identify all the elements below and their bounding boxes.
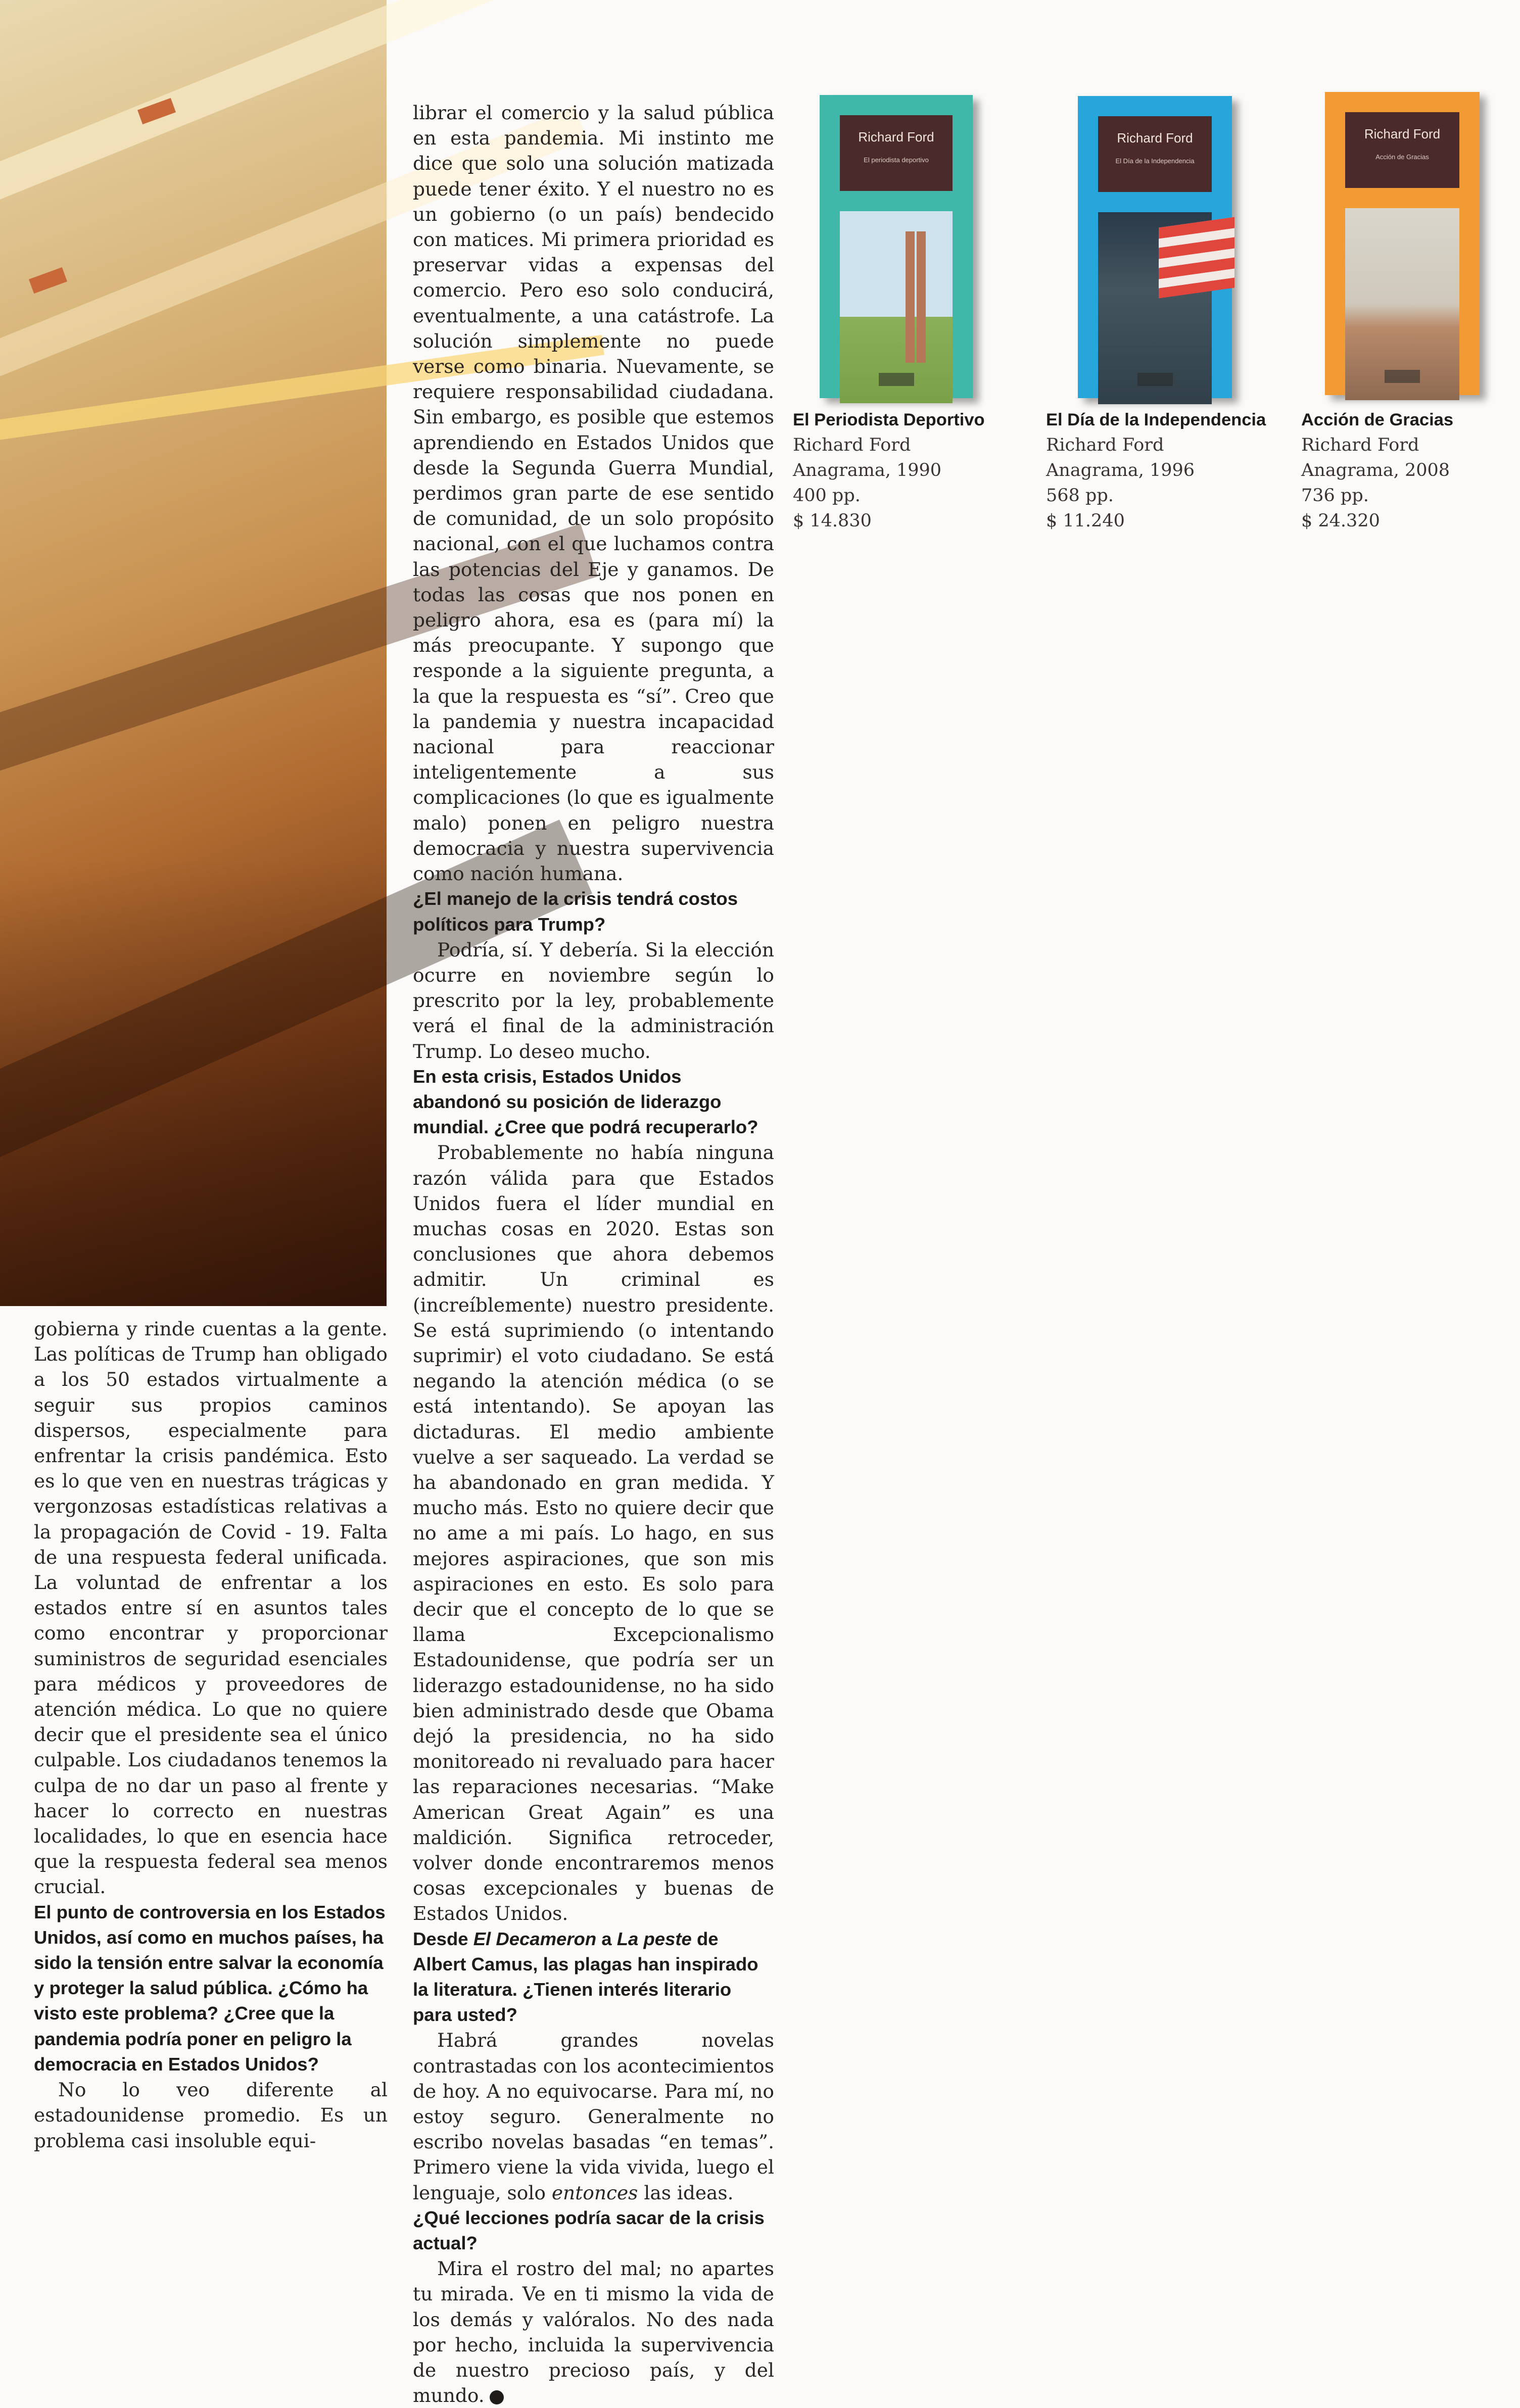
interview-question: ¿El manejo de la crisis tendrá costos políticos para Trump? xyxy=(413,888,738,935)
book-cover: Richard Ford El periodista deportivo xyxy=(820,95,973,398)
book-price: $ 11.240 xyxy=(1046,511,1125,531)
book-info xyxy=(1046,407,1278,534)
book-pages: 568 pp. xyxy=(1046,486,1114,506)
book-publisher: Anagrama, 1990 xyxy=(793,460,942,480)
publisher-logo-icon xyxy=(879,373,914,386)
interview-question: ¿Qué lecciones podría sacar de la crisis actual? xyxy=(413,2207,765,2254)
book-title: El Periodista Deportivo xyxy=(793,410,985,429)
book-cover: Richard Ford El Día de la Independencia xyxy=(1078,96,1232,398)
book-price: $ 24.320 xyxy=(1301,511,1380,531)
paragraph: Probablemente no había ninguna razón válida para que Estados Unidos fuera el líder mundial en muchas cosas en 2020. Estas son conclusiones que ahora debemos admitir. Un criminal es (increíblemente) nuestro presidente. Se está suprimiendo (o intentando suprimir) el voto ciudadano. Se está negando la atención médica (o se está intentando). Se apoyan las dictaduras. El medio ambiente vuelve a ser saqueado. La verdad se ha abandonado en gran medida. Y mucho más. Esto no quiere decir que no ame a mi país. Lo hago, en sus mejores aspiraciones, que son mis aspiraciones en esto. Es solo para decir que el concepto de lo que se llama Excepcionalismo Estadounidense, que podría ser un liderazgo estadounidense, no ha sido bien administrado desde que Obama dejó la presidencia, no ha sido monitoreado ni revaluado para hacer las reparaciones necesarias. “Make American Great Again” es una maldición. Significa retroceder, volver donde encontraremos menos cosas excepcionales y buenas de Estados Unidos. xyxy=(413,1141,774,1925)
interview-question: Desde El Decameron a La peste de Albert Camus, las plagas han inspirado la literatura. ¿Tienen interés literario para usted? xyxy=(413,1928,758,2026)
interview-question: El punto de controversia en los Estados Unidos, así como en muchos países, ha sido la tensión entre salvar la economía y proteger la salud pública. ¿Cómo ha visto este problema? ¿Cree que la pandemia podría poner en peligro la democracia en Estados Unidos? xyxy=(34,1901,386,2075)
book-pages: 400 pp. xyxy=(793,486,861,506)
middle-column xyxy=(413,100,774,2408)
book-pages: 736 pp. xyxy=(1301,486,1369,506)
paragraph: Mira el rostro del mal; no apartes tu mirada. Ve en ti mismo la vida de los demás y valóralos. No des nada por hecho, incluida la supervivencia de nuestro precioso país, y del mundo. D xyxy=(413,2257,774,2407)
left-column xyxy=(34,1316,388,2153)
book-title: Acción de Gracias xyxy=(1301,410,1454,429)
paragraph: Podría, sí. Y debería. Si la elección ocurre en noviembre según lo prescrito por la ley, probablemente verá el final de la administración Trump. Lo deseo mucho. xyxy=(413,938,774,1063)
paragraph: gobierna y rinde cuentas a la gente. Las políticas de Trump han obligado a los 50 estados virtualmente a seguir sus propios caminos dispersos, especialmente para enfrentar la crisis pandémica. Esto es lo que ven en nuestras trágicas y vergonzosas estadísticas relativas a la propagación de Covid - 19. Falta de una respuesta federal unificada. La voluntad de enfrentar a los estados entre sí en asuntos tales como encontrar y proporcionar suministros de seguridad esenciales para médicos y proveedores de atención médica. Lo que no quiere decir que el presidente sea el único culpable. Los ciudadanos tenemos la culpa de no dar un paso al frente y hacer lo correcto en nuestras localidades, lo que en esencia hace que la respuesta federal sea menos crucial. xyxy=(34,1318,388,1898)
publisher-logo-icon xyxy=(1137,373,1173,386)
book-author: Richard Ford xyxy=(1046,435,1164,455)
publisher-logo-icon xyxy=(1385,370,1420,383)
book-title: El Día de la Independencia xyxy=(1046,410,1266,429)
paragraph: No lo veo diferente al estadounidense promedio. Es un problema casi insoluble equi- xyxy=(34,2079,388,2152)
book-publisher: Anagrama, 1996 xyxy=(1046,460,1195,480)
book-author: Richard Ford xyxy=(1301,435,1419,455)
book-info xyxy=(793,407,1025,534)
book-author: Richard Ford xyxy=(793,435,911,455)
article-photo xyxy=(0,0,387,1306)
paragraph: librar el comercio y la salud pública en esta pandemia. Mi instinto me dice que solo una solución matizada puede tener éxito. Y el nuestro no es un gobierno (o un país) bendecido con matices. Mi primera prioridad es preservar vidas a expensas del comercio. Pero eso solo conducirá, eventualmente, a una catástrofe. La solución simplemente no puede verse como binaria. Nuevamente, se requiere responsabilidad ciudadana. Sin embargo, es posible que estemos aprendiendo en Estados Unidos que desde la Segunda Guerra Mundial, perdimos gran parte de ese sentido de comunidad, de un solo propósito nacional, con el que luchamos contra las potencias del Eje y ganamos. De todas las cosas que nos ponen en peligro ahora, esa es (para mí) la más preocupante. Y supongo que responde a la siguiente pregunta, a la que la respuesta es “sí”. Creo que la pandemia y nuestra incapacidad nacional para reaccionar inteligentemente a sus complicaciones (lo que es igualmente malo) ponen en peligro nuestra democracia y nuestra supervivencia como nación humana. xyxy=(413,102,774,885)
paragraph: Habrá grandes novelas contrastadas con los acontecimientos de hoy. A no equivocarse. Para mí, no estoy seguro. Generalmente no escribo novelas basadas “en temas”. Primero viene la vida vivida, luego el lenguaje, solo entonces las ideas. xyxy=(413,2029,774,2204)
interview-question: En esta crisis, Estados Unidos abandonó su posición de liderazgo mundial. ¿Cree que podrá recuperarlo? xyxy=(413,1066,758,1138)
book-info xyxy=(1301,407,1513,534)
book-price: $ 14.830 xyxy=(793,511,872,531)
book-cover: Richard Ford Acción de Gracias xyxy=(1325,92,1480,395)
end-mark-icon: D xyxy=(490,2390,504,2404)
book-publisher: Anagrama, 2008 xyxy=(1301,460,1450,480)
